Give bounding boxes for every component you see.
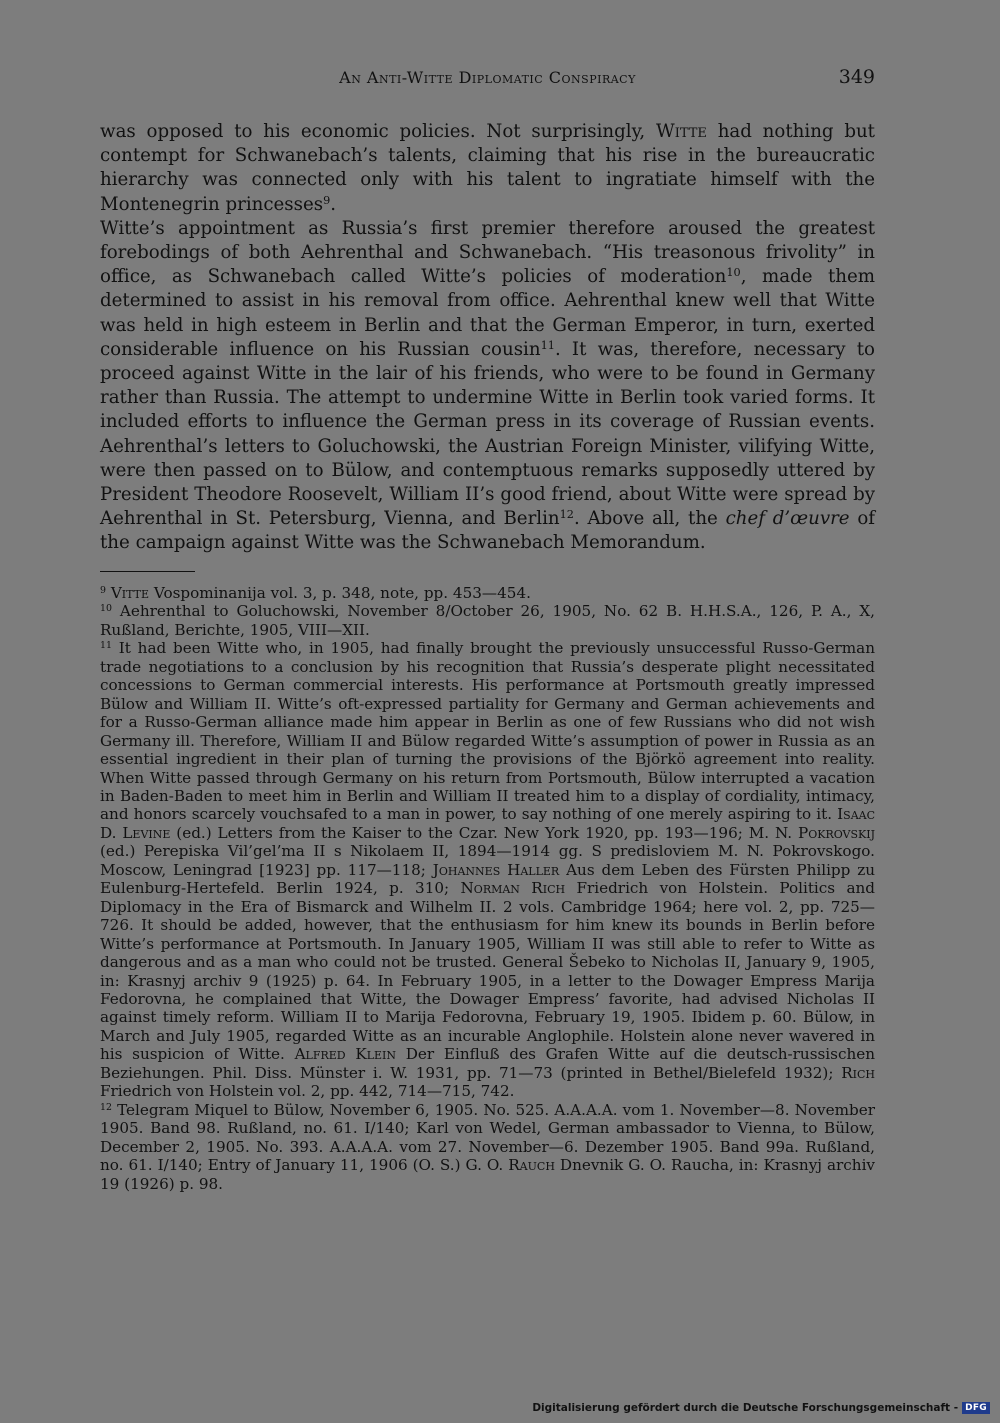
author-name: Pokrovskij — [797, 823, 875, 842]
author-name: Alfred Klein — [294, 1045, 397, 1064]
author-name: Vitte — [110, 584, 150, 602]
footnote-number: 11 — [100, 640, 112, 652]
digitization-credit — [532, 1400, 990, 1416]
text-run: . — [330, 193, 337, 215]
footnote-text: Friedrich von Holstein vol. 2, pp. 442, 714—715, 742. — [100, 1082, 515, 1101]
footnote-text: Der Einfluß des Grafen Witte auf die deutsch-russischen Beziehungen. Phil. Diss. Münster i. W. 1931, pp. 71—73 (printed in Bethel/Bielefeld 1932); — [100, 1045, 875, 1082]
author-name: Rich — [841, 1063, 875, 1082]
footnote-ref: 11 — [540, 338, 555, 352]
text-run: of the campaign against Witte was the Schwanebach Memorandum. — [100, 508, 875, 554]
author-name: Johannes Haller — [432, 860, 560, 879]
text-run: . It was, therefore, necessary to proceed against Witte in the lair of his friends, who were to be found in Germany rather than Russia. The attempt to undermine Witte in Berlin took varied forms. It included efforts to influence the German press in its coverage of Russian events. Aehrenthal’s letters to Goluchowski, the Austrian Foreign Minister, vilifying Witte, were then passed on to Bülow, and contemptuous remarks supposedly uttered by President Theodore Roosevelt, William II’s good friend, about Witte were spread by Aehrenthal in St. Petersburg, Vienna, and Berlin — [100, 338, 875, 530]
footnote-number: 12 — [100, 1101, 112, 1113]
footnote-10 — [100, 602, 875, 639]
footnote-number: 9 — [100, 584, 106, 596]
footnote-ref: 12 — [559, 508, 574, 522]
author-name: Rauch — [508, 1156, 555, 1175]
footnotes — [100, 584, 875, 1193]
footnote-ref: 10 — [726, 266, 741, 280]
author-name: Norman Rich — [460, 879, 566, 898]
text-run: , made them determined to assist in his removal from office. Aehrenthal knew well that Witte was held in high esteem in Berlin and that the German Emperor, in turn, exerted considerable influence on his Russian cousin — [100, 266, 875, 360]
text-run: had nothing but contempt for Schwanebach’s talents, claiming that his rise in the bureaucratic hierarchy was connected only with his talent to ingratiate himself with the Montenegrin princesses — [100, 121, 875, 215]
dfg-logo-icon: DFG — [962, 1402, 990, 1414]
page-number: 349 — [838, 66, 875, 88]
footnote-number: 10 — [100, 603, 112, 615]
footnote-text: Aus dem Leben des Fürsten Philipp zu Eulenburg-Hertefeld. Berlin 1924, p. 310; — [100, 860, 876, 898]
footnote-text: Dnevnik G. O. Raucha, in: Krasnyj archiv 19 (1926) p. 98. — [100, 1156, 876, 1193]
footnote-ref: 9 — [323, 193, 331, 207]
running-title: An Anti-Witte Diplomatic Conspiracy — [339, 68, 636, 87]
footnote-9 — [100, 584, 875, 602]
footnote-text: Telegram Miquel to Bülow, November 6, 1905. No. 525. A.A.A.A. vom 1. November—8. November 1905. Band 98. Rußland, no. 61. I/140; Karl von Wedel, German ambassador to Vienna, to Bülow, December 2, 1905. No. 393. A.A.A.A. vom 27. November—6. Dezember 1905. Band 99a. Rußland, no. 61. I/140; Entry of January 11, 1906 (O. S.) G. O. — [100, 1100, 875, 1175]
credit-text: Digitalisierung gefördert durch die Deutsche Forschungsgemeinschaft - — [532, 1402, 959, 1414]
footnote-text: It had been Witte who, in 1905, had finally brought the previously unsuccessful Russo-German trade negotiations to a conclusion by his recognition that Russia’s desperate plight necessitated concessions to German commercial interests. His performance at Portsmouth greatly impressed Bülow and William II. Witte’s oft-expressed partiality for Germany and German achievements and for a Russo-German alliance made him appear in Berlin as one of few Russians who did not wish Germany ill. Therefore, William II and Bülow regarded Witte’s assumption of power in Russia as an essential ingredient in their plan of turning the provisions of the Björkö agreement into reality. When Witte passed through Germany on his return from Portsmouth, Bülow interrupted a vacation in Baden-Baden to meet him in Berlin and William II treated him to a display of cordiality, intimacy, and honors scarcely vouchsafed to a man in power, to say nothing of one merely aspiring to it. — [100, 639, 875, 824]
text-run: Witte’s appointment as Russia’s first premier therefore aroused the greatest forebodings of both Aehrenthal and Schwanebach. “His treasonous frivolity” in office, as Schwanebach called Witte’s policies of moderation — [100, 217, 875, 288]
footnote-text: Aehrenthal to Goluchowski, November 8/October 26, 1905, No. 62 B. H.H.S.A., 126, P. A., X, Rußland, Berichte, 1905, VIII—XII. — [100, 602, 875, 639]
footnote-text: (ed.) Letters from the Kaiser to the Czar. New York 1920, pp. 193—196; M. N. — [170, 823, 798, 842]
author-name: Witte — [656, 121, 707, 142]
author-name: Isaac D. Levine — [100, 805, 875, 842]
footnote-text: Friedrich von Holstein. Politics and Diplomacy in the Era of Bismarck and Wilhelm II. 2 vols. Cambridge 1964; here vol. 2, pp. 725—726. It should be added, however, that the enthusiasm for him knew its bounds in Berlin before Witte’s performance at Portsmouth. In January 1905, William II was still able to refer to Witte as dangerous and as a man who could not be trusted. General Šebeko to Nicholas II, January 9, 1905, in: Krasnyj archiv 9 (1925) p. 64. In February 1905, in a letter to the Dowager Empress Marija Fedorovna, he complained that Witte, the Dowager Empress’ favorite, had advised Nicholas II against timely reform. William II to Marija Fedorovna, February 19, 1905. Ibidem p. 60. Bülow, in March and July 1905, regarded Witte as an incurable Anglophile. Holstein alone never wavered in his suspicion of Witte. — [100, 879, 876, 1064]
italic-phrase: chef d’œuvre — [725, 508, 850, 530]
footnote-text: (ed.) Perepiska Vil’gel’ma II s Nikolaem II, 1894—1914 gg. S predisloviem M. N. Pokrovskogo. Moscow, Leningrad [1923] pp. 117—118; — [100, 842, 875, 879]
footnote-12 — [100, 1101, 875, 1193]
main-text — [100, 120, 875, 556]
paragraph — [100, 217, 875, 556]
paragraph — [100, 120, 875, 217]
footnote-text: Vospominanija vol. 3, p. 348, note, pp. 453—454. — [149, 584, 531, 602]
text-run: . Above all, the — [573, 508, 726, 530]
text-run: was opposed to his economic policies. Not surprisingly, — [100, 121, 657, 142]
running-header — [100, 66, 875, 94]
footnote-separator — [100, 571, 195, 572]
footnote-11 — [100, 639, 875, 1100]
